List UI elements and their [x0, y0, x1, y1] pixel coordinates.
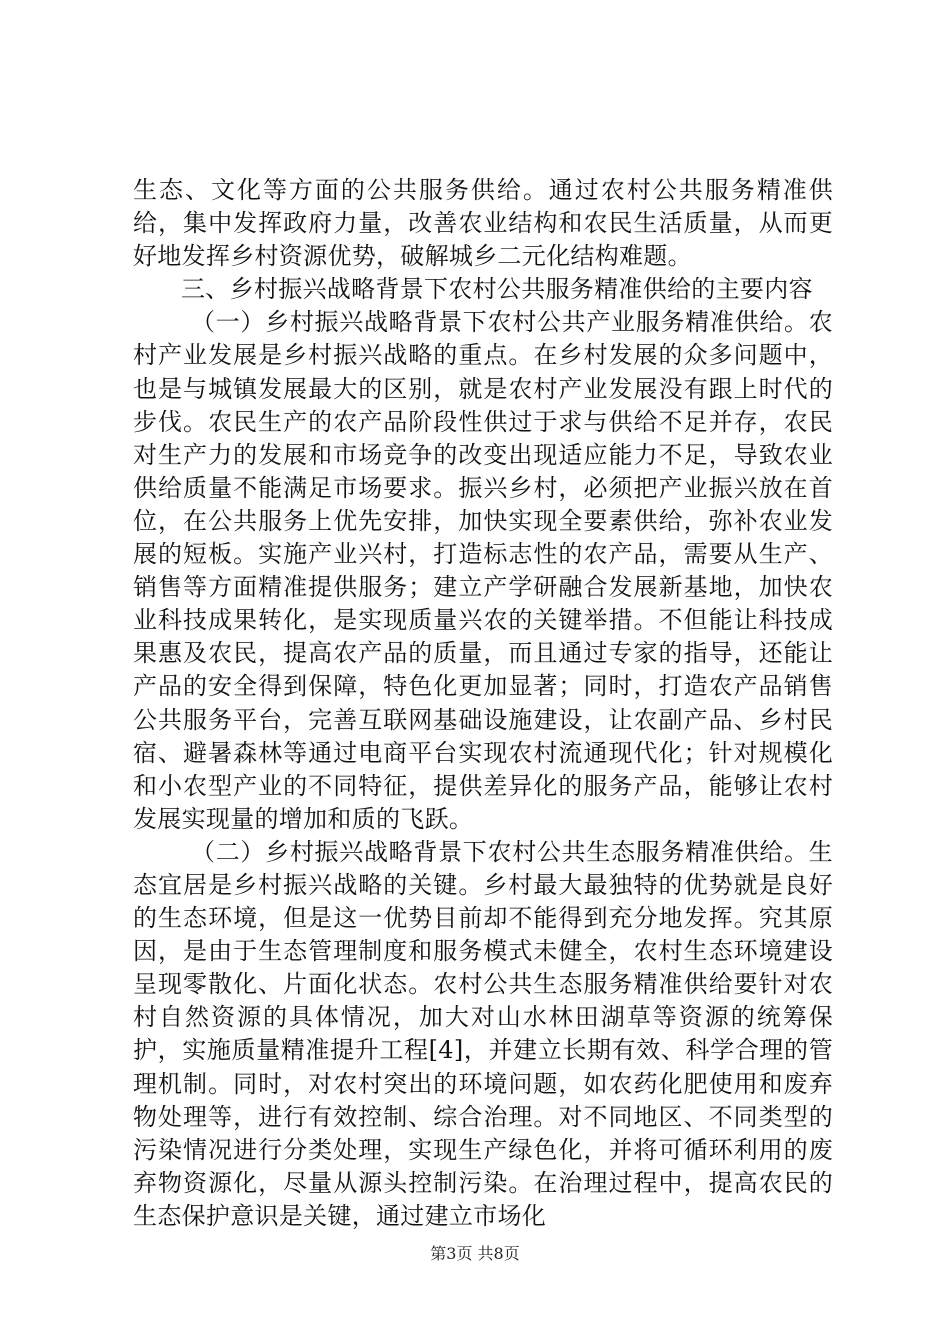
paragraph-industry-services: （一）乡村振兴战略背景下农村公共产业服务精准供给。农村产业发展是乡村振兴战略的重点。在乡村发展的众多问题中，也是与城镇发展最大的区别，就是农村产业发展没有跟上时代的步伐。农民生产的农产品阶段性供过于求与供给不足并存，农民对生产力的发展和市场竞争的改变出现适应能力不足，导致农业供给质量不能满足市场要求。振兴乡村，必须把产业振兴放在首位，在公共服务上优先安排，加快实现全要素供给，弥补农业发展的短板。实施产业兴村，打造标志性的农产品，需要从生产、销售等方面精准提供服务；建立产学研融合发展新基地，加快农业科技成果转化，是实现质量兴农的关键举措。不但能让科技成果惠及农民，提高农产品的质量，而且通过专家的指导，还能让产品的安全得到保障，特色化更加显著；同时，打造农产品销售公共服务平台，完善互联网基础设施建设，让农副产品、乡村民宿、避暑森林等通过电商平台实现农村流通现代化；针对规模化和小农型产业的不同特征，提供差异化的服务产品，能够让农村发展实现量的增加和质的飞跃。	[133, 308, 833, 833]
body-text	[133, 174, 833, 1233]
section-heading: 三、乡村振兴战略背景下农村公共服务精准供给的主要内容	[181, 275, 813, 304]
paragraph-ecology-services: （二）乡村振兴战略背景下农村公共生态服务精准供给。生态宜居是乡村振兴战略的关键。乡村最大最独特的优势就是良好的生态环境，但是这一优势目前却不能得到充分地发挥。究其原因，是由于生态管理制度和服务模式未健全，农村生态环境建设呈现零散化、片面化状态。农村公共生态服务精准供给要针对农村自然资源的具体情况，加大对山水林田湖草等资源的统筹保护，实施质量精准提升工程[4]，并建立长期有效、科学合理的管理机制。同时，对农村突出的环境问题，如农药化肥使用和废弃物处理等，进行有效控制、综合治理。对不同地区、不同类型的污染情况进行分类处理，实现生产绿色化，并将可循环利用的废弃物资源化，尽量从源头控制污染。在治理过程中，提高农民的生态保护意识是关键，通过建立市场化	[133, 837, 833, 1230]
page-number: 第3页 共8页	[430, 1244, 520, 1263]
paragraph-continuation: 生态、文化等方面的公共服务供给。通过农村公共服务精准供给，集中发挥政府力量，改善农业结构和农民生活质量，从而更好地发挥乡村资源优势，破解城乡二元化结构难题。	[133, 176, 833, 271]
